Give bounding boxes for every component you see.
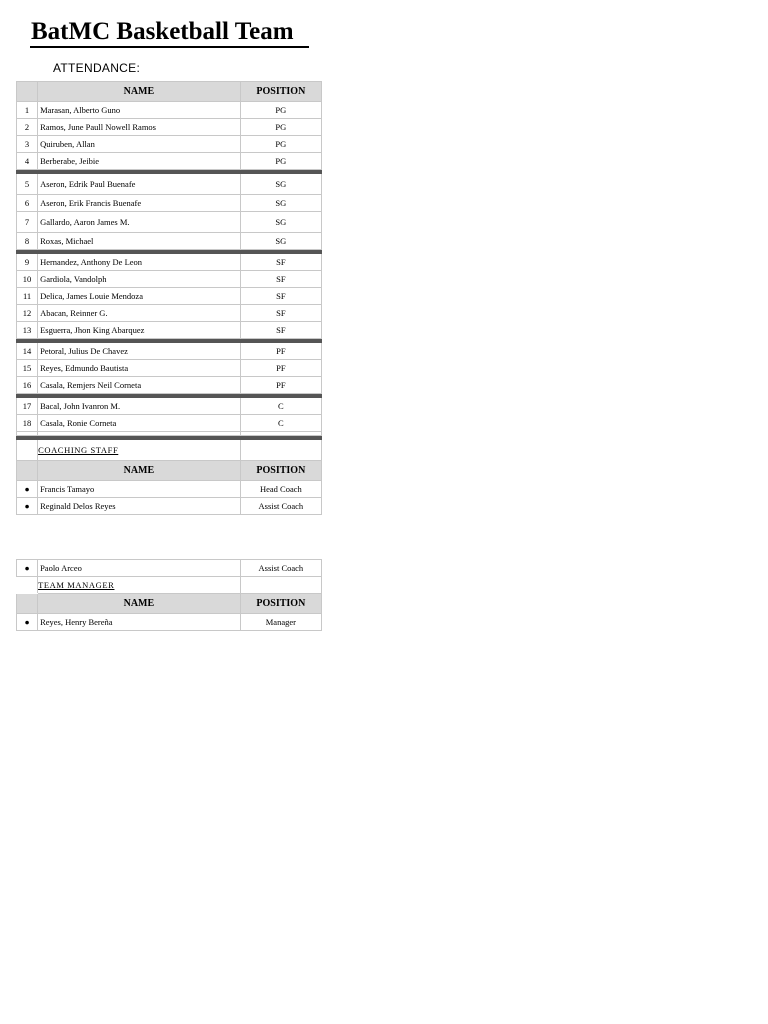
player-number: 6 bbox=[17, 195, 38, 212]
roster-header-row bbox=[17, 82, 322, 102]
header-position: POSITION bbox=[240, 82, 321, 102]
table-row bbox=[17, 560, 322, 577]
player-position: SF bbox=[240, 254, 321, 271]
bullet-icon: ● bbox=[17, 498, 38, 515]
bullet-icon: ● bbox=[17, 614, 38, 631]
table-row bbox=[17, 271, 322, 288]
player-position: SG bbox=[240, 233, 321, 250]
header-name: NAME bbox=[38, 461, 241, 481]
player-position: C bbox=[240, 415, 321, 432]
player-number: 9 bbox=[17, 254, 38, 271]
player-name: Casala, Remjers Neil Corneta bbox=[38, 377, 241, 394]
attendance-label: ATTENDANCE: bbox=[53, 61, 141, 75]
player-position: SG bbox=[240, 174, 321, 195]
player-position: SF bbox=[240, 271, 321, 288]
player-number: 12 bbox=[17, 305, 38, 322]
player-number: 14 bbox=[17, 343, 38, 360]
player-number: 17 bbox=[17, 398, 38, 415]
header-blank-cell bbox=[17, 594, 38, 614]
player-name: Bacal, John Ivanron M. bbox=[38, 398, 241, 415]
player-name: Aseron, Edrik Paul Buenafe bbox=[38, 174, 241, 195]
player-name: Berberabe, Jeibie bbox=[38, 153, 241, 170]
player-number: 11 bbox=[17, 288, 38, 305]
table-row bbox=[17, 174, 322, 195]
player-position: PF bbox=[240, 360, 321, 377]
coaching-staff-label: COACHING STAFF bbox=[38, 440, 241, 461]
table-row bbox=[17, 614, 322, 631]
table-row bbox=[17, 195, 322, 212]
player-position: C bbox=[240, 398, 321, 415]
player-number: 7 bbox=[17, 212, 38, 233]
table-row bbox=[17, 119, 322, 136]
roster-table bbox=[16, 81, 322, 515]
coaching-staff-label-row bbox=[17, 440, 322, 461]
header-position: POSITION bbox=[240, 461, 321, 481]
player-position: SG bbox=[240, 212, 321, 233]
table-row bbox=[17, 153, 322, 170]
table-row bbox=[17, 322, 322, 339]
table-row bbox=[17, 377, 322, 394]
header-name: NAME bbox=[38, 594, 241, 614]
roster-sheet bbox=[16, 81, 324, 515]
staff-position: Head Coach bbox=[240, 481, 321, 498]
staff-position: Assist Coach bbox=[240, 498, 321, 515]
player-name: Petoral, Julius De Chavez bbox=[38, 343, 241, 360]
player-name: Gardiola, Vandolph bbox=[38, 271, 241, 288]
player-number: 13 bbox=[17, 322, 38, 339]
staff-name: Reginald Delos Reyes bbox=[38, 498, 241, 515]
header-blank-cell bbox=[17, 82, 38, 102]
bullet-icon: ● bbox=[17, 481, 38, 498]
team-manager-label-row bbox=[17, 577, 322, 594]
player-name: Casala, Ronie Corneta bbox=[38, 415, 241, 432]
player-position: SF bbox=[240, 322, 321, 339]
header-position: POSITION bbox=[240, 594, 321, 614]
player-number: 4 bbox=[17, 153, 38, 170]
player-number: 1 bbox=[17, 102, 38, 119]
document-title: BatMC Basketball Team bbox=[31, 18, 294, 45]
manager-header-row bbox=[17, 594, 322, 614]
player-position: PF bbox=[240, 377, 321, 394]
player-position: SG bbox=[240, 195, 321, 212]
player-number: 8 bbox=[17, 233, 38, 250]
manager-name: Reyes, Henry Bereña bbox=[38, 614, 241, 631]
staff-name: Paolo Arceo bbox=[38, 560, 241, 577]
player-number: 16 bbox=[17, 377, 38, 394]
player-number: 5 bbox=[17, 174, 38, 195]
player-number: 15 bbox=[17, 360, 38, 377]
player-position: SF bbox=[240, 305, 321, 322]
player-number: 18 bbox=[17, 415, 38, 432]
header-blank-cell bbox=[17, 461, 38, 481]
player-name: Delica, James Louie Mendoza bbox=[38, 288, 241, 305]
table-row bbox=[17, 233, 322, 250]
team-manager-label: TEAM MANAGER bbox=[38, 577, 241, 594]
table-row bbox=[17, 305, 322, 322]
table-row bbox=[17, 360, 322, 377]
coaching-header-row bbox=[17, 461, 322, 481]
player-position: PG bbox=[240, 119, 321, 136]
staff-position: Assist Coach bbox=[240, 560, 321, 577]
title-underline bbox=[30, 46, 309, 48]
player-name: Aseron, Erik Francis Buenafe bbox=[38, 195, 241, 212]
table-row bbox=[17, 136, 322, 153]
player-position: PG bbox=[240, 136, 321, 153]
table-row bbox=[17, 498, 322, 515]
manager-position: Manager bbox=[240, 614, 321, 631]
player-position: PG bbox=[240, 153, 321, 170]
table-row bbox=[17, 398, 322, 415]
table-row bbox=[17, 481, 322, 498]
player-name: Roxas, Michael bbox=[38, 233, 241, 250]
table-row bbox=[17, 102, 322, 119]
table-row bbox=[17, 343, 322, 360]
player-position: SF bbox=[240, 288, 321, 305]
player-name: Hernandez, Anthony De Leon bbox=[38, 254, 241, 271]
player-name: Quiruben, Allan bbox=[38, 136, 241, 153]
player-position: PF bbox=[240, 343, 321, 360]
staff-table bbox=[16, 559, 322, 631]
table-row bbox=[17, 415, 322, 432]
table-row bbox=[17, 212, 322, 233]
bullet-icon: ● bbox=[17, 560, 38, 577]
player-name: Ramos, June Paull Nowell Ramos bbox=[38, 119, 241, 136]
player-name: Marasan, Alberto Guno bbox=[38, 102, 241, 119]
player-position: PG bbox=[240, 102, 321, 119]
player-name: Gallardo, Aaron James M. bbox=[38, 212, 241, 233]
roster-sheet-continued bbox=[16, 559, 324, 631]
player-number: 10 bbox=[17, 271, 38, 288]
staff-name: Francis Tamayo bbox=[38, 481, 241, 498]
player-number: 3 bbox=[17, 136, 38, 153]
table-row bbox=[17, 288, 322, 305]
player-name: Abacan, Reinner G. bbox=[38, 305, 241, 322]
table-row bbox=[17, 254, 322, 271]
player-name: Esguerra, Jhon King Abarquez bbox=[38, 322, 241, 339]
player-number: 2 bbox=[17, 119, 38, 136]
header-name: NAME bbox=[38, 82, 241, 102]
player-name: Reyes, Edmundo Bautista bbox=[38, 360, 241, 377]
